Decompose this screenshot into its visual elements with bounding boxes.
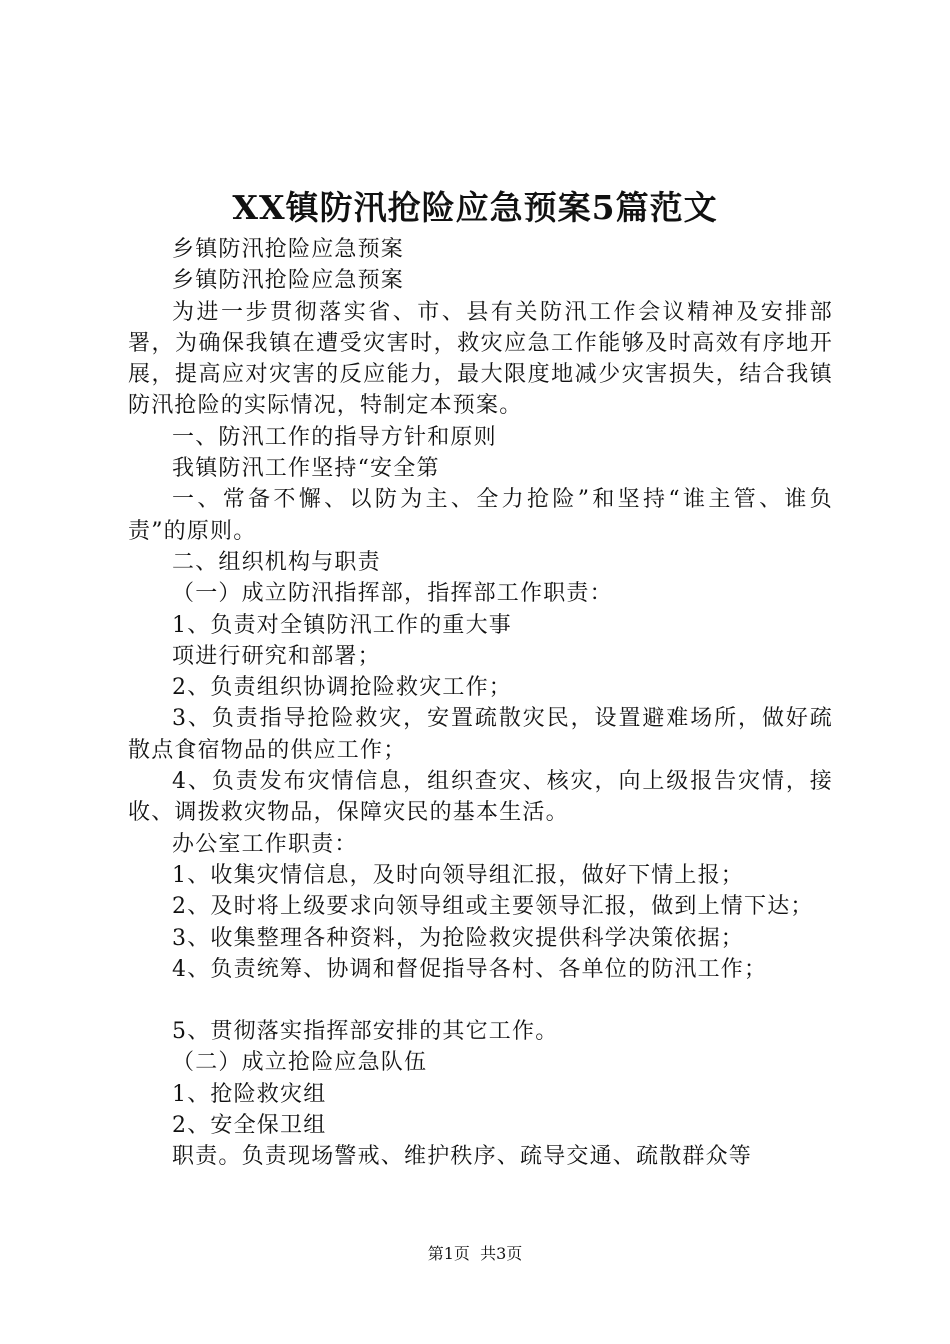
list-item: 3、负责指导抢险救灾，安置疏散灾民，设置避难场所，做好疏散点食宿物品的供应工作； xyxy=(128,706,833,763)
list-item: 4、负责发布灾情信息，组织查灾、核灾，向上级报告灾情，接收、调拨救灾物品，保障灾民的基本生活。 xyxy=(128,769,833,826)
list-item: 2、安全保卫组 xyxy=(172,1113,327,1139)
paragraph: 乡镇防汛抢险应急预案 xyxy=(172,268,405,294)
list-item: 1、收集灾情信息，及时向领导组汇报，做好下情上报； xyxy=(172,862,744,888)
section-heading: 一、防汛工作的指导方针和原则 xyxy=(172,424,497,450)
document-title: XX镇防汛抢险应急预案5篇范文 xyxy=(232,188,718,227)
paragraph: 乡镇防汛抢险应急预案 xyxy=(172,237,405,262)
list-item: 2、负责组织协调抢险救灾工作； xyxy=(172,675,512,701)
paragraph: 为进一步贯彻落实省、市、县有关防汛工作会议精神及安排部署，为确保我镇在遭受灾害时，救灾应急工作能够及时高效有序地开展，提高应对灾害的反应能力，最大限度地减少灾害损失，结合我镇防汛抢险的实际情况，特制定本预案。 xyxy=(128,299,833,419)
section-heading: 二、组织机构与职责 xyxy=(172,549,381,575)
paragraph: 一、常备不懈、以防为主、全力抢险”和坚持“谁主管、谁负责”的原则。 xyxy=(128,487,833,544)
subsection-heading: （一）成立防汛指挥部，指挥部工作职责： xyxy=(172,581,613,607)
document-body xyxy=(128,234,833,1173)
list-item: 1、负责对全镇防汛工作的重大事 xyxy=(172,612,512,638)
paragraph: 办公室工作职责： xyxy=(172,831,358,857)
subsection-heading: （二）成立抢险应急队伍 xyxy=(172,1050,428,1076)
paragraph: 我镇防汛工作坚持“安全第 xyxy=(172,456,440,482)
list-item: 4、负责统筹、协调和督促指导各村、各单位的防汛工作； xyxy=(172,956,768,982)
page-number: 第1页 共3页 xyxy=(427,1244,523,1263)
paragraph: 职责。负责现场警戒、维护秩序、疏导交通、疏散群众等 xyxy=(172,1144,753,1170)
list-item: 2、及时将上级要求向领导组或主要领导汇报，做到上情下达； xyxy=(172,894,814,920)
paragraph: 项进行研究和部署； xyxy=(172,643,381,669)
list-item: 5、贯彻落实指挥部安排的其它工作。 xyxy=(172,1019,559,1045)
list-item: 1、抢险救灾组 xyxy=(172,1081,327,1107)
list-item: 3、收集整理各种资料，为抢险救灾提供科学决策依据； xyxy=(172,925,744,951)
